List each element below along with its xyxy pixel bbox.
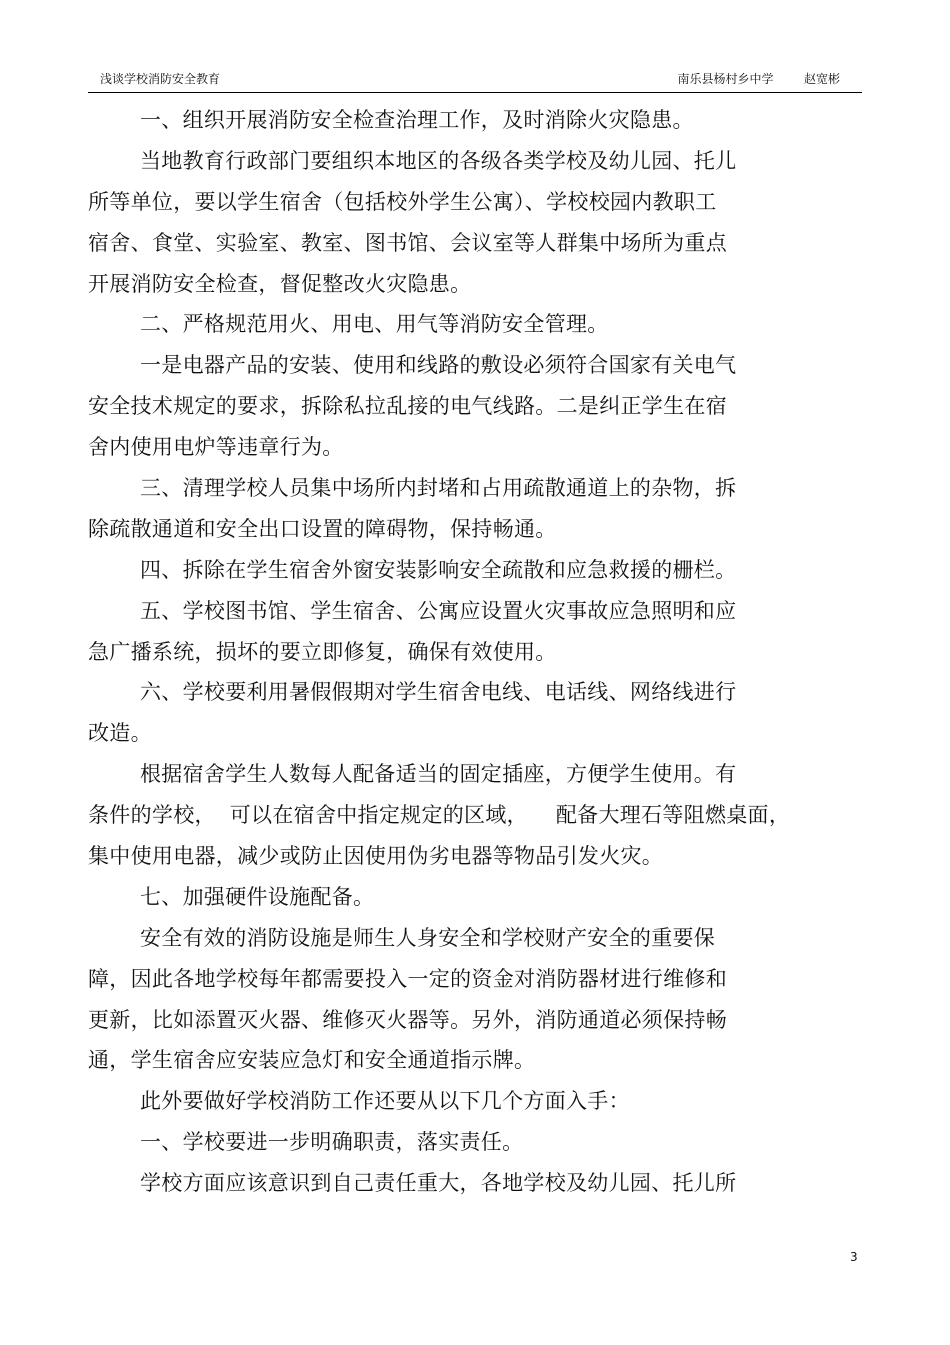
- paragraph-line: 一、学校要进一步明确职责，落实责任。: [140, 1130, 524, 1155]
- paragraph-line: 障，因此各地学校每年都需要投入一定的资金对消防器材进行维修和: [88, 966, 727, 991]
- paragraph-line: 三、清理学校人员集中场所内封堵和占用疏散通道上的杂物，拆: [140, 476, 737, 501]
- paragraph-line: 安全技术规定的要求，拆除私拉乱接的电气线路。二是纠正学生在宿: [88, 394, 727, 419]
- paragraph-line: 七、加强硬件设施配备。: [140, 884, 375, 909]
- page-number: 3: [850, 1250, 858, 1264]
- paragraph-line: 六、学校要利用暑假假期对学生宿舍电线、电话线、网络线进行: [140, 680, 737, 705]
- paragraph-line: 二、严格规范用火、用电、用气等消防安全管理。: [140, 312, 609, 337]
- paragraph-line: 通，学生宿舍应安装应急灯和安全通道指示牌。: [88, 1048, 536, 1073]
- header-school-author: 南乐县杨村乡中学 赵宽彬: [677, 72, 840, 86]
- paragraph-line: 当地教育行政部门要组织本地区的各级各类学校及幼儿园、托儿: [140, 148, 737, 173]
- paragraph-line: 宿舍、食堂、实验室、教室、图书馆、会议室等人群集中场所为重点: [88, 230, 727, 255]
- paragraph-line: 条件的学校， 可以在宿舍中指定规定的区域， 配备大理石等阻燃桌面，: [88, 803, 791, 828]
- paragraph-line: 除疏散通道和安全出口设置的障碍物，保持畅通。: [88, 516, 557, 541]
- paragraph-line: 此外要做好学校消防工作还要从以下几个方面入手：: [140, 1089, 630, 1114]
- paragraph-line: 根据宿舍学生人数每人配备适当的固定插座，方便学生使用。有: [140, 762, 737, 787]
- paragraph-line: 舍内使用电炉等违章行为。: [88, 435, 344, 460]
- page-header: [88, 70, 862, 93]
- paragraph-line: 一、组织开展消防安全检查治理工作，及时消除火灾隐患。: [140, 108, 694, 132]
- paragraph-line: 开展消防安全检查，督促整改火灾隐患。: [88, 271, 472, 296]
- header-title: 浅谈学校消防安全教育: [100, 72, 221, 86]
- document-body: [88, 100, 848, 1204]
- paragraph-line: 安全有效的消防设施是师生人身安全和学校财产安全的重要保: [140, 925, 716, 950]
- paragraph-line: 一是电器产品的安装、使用和线路的敷设必须符合国家有关电气: [140, 353, 737, 378]
- paragraph-line: 所等单位，要以学生宿舍（包括校外学生公寓）、学校校园内教职工: [88, 189, 717, 214]
- paragraph-line: 急广播系统，损坏的要立即修复，确保有效使用。: [88, 639, 557, 664]
- paragraph-line: 五、学校图书馆、学生宿舍、公寓应设置火灾事故应急照明和应: [140, 598, 737, 623]
- paragraph-line: 集中使用电器，减少或防止因使用伪劣电器等物品引发火灾。: [88, 844, 664, 869]
- paragraph-line: 四、拆除在学生宿舍外窗安装影响安全疏散和应急救援的栅栏。: [140, 557, 737, 582]
- paragraph-line: 学校方面应该意识到自己责任重大，各地学校及幼儿园、托儿所: [140, 1171, 737, 1196]
- paragraph-line: 改造。: [88, 721, 152, 746]
- paragraph-line: 更新，比如添置灭火器、维修灭火器等。另外，消防通道必须保持畅: [88, 1007, 727, 1032]
